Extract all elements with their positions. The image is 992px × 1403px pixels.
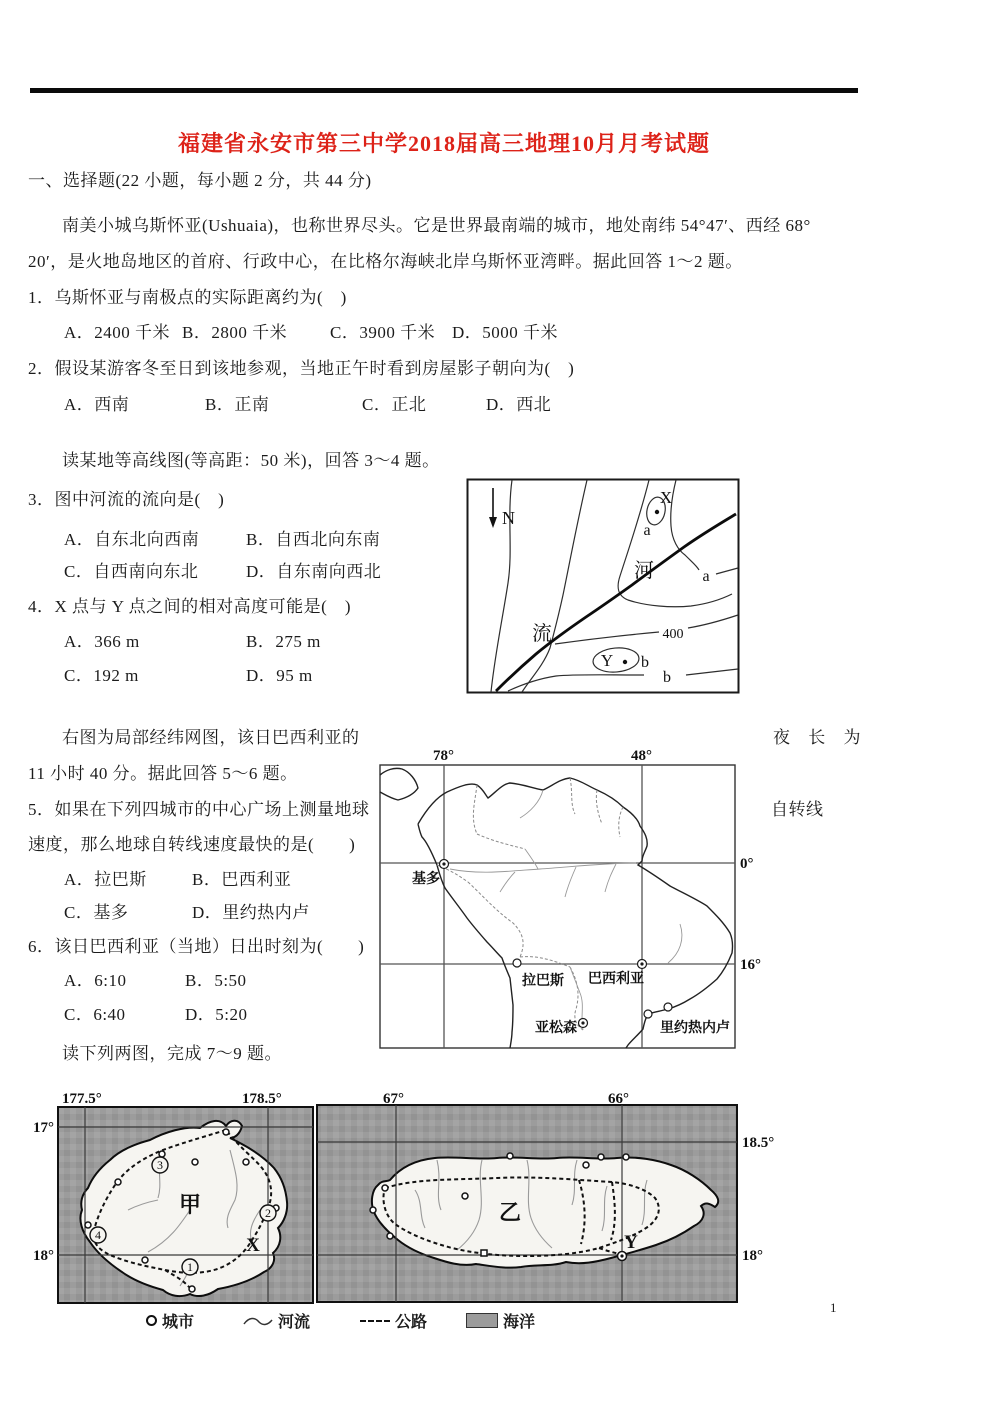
q2-option-c: C．正北	[362, 395, 427, 414]
legend-river	[243, 1309, 310, 1332]
marker-4: 4	[95, 1228, 101, 1242]
q3-option-a: A．自东北向西南	[64, 530, 200, 549]
contour-b-outer-label: b	[663, 669, 671, 686]
marker-3: 3	[157, 1158, 163, 1172]
legend-city	[146, 1309, 194, 1332]
q5-option-b: B．巴西利亚	[192, 870, 292, 889]
para56-line2: 11 小时 40 分。据此回答 5～6 题。	[28, 764, 298, 783]
contour-a-outer-label: a	[702, 568, 710, 585]
river-char-2: 流	[532, 623, 552, 645]
legend-river-label: 河流	[278, 1314, 311, 1331]
intro12-line1: 南美小城乌斯怀亚(Ushuaia)，也称世界尽头。它是世界最南端的城市，地处南纬 54°47′、西经 68°	[62, 216, 811, 235]
page-number: 1	[830, 1300, 837, 1315]
south-america-map	[378, 742, 782, 1054]
q3-stem: 3．图中河流的流向是( )	[28, 490, 225, 509]
page-title: 福建省永安市第三中学2018届高三地理10月月考试题	[177, 131, 710, 156]
q4-stem: 4．X 点与 Y 点之间的相对高度可能是( )	[28, 597, 351, 616]
q4-option-d: D．95 m	[246, 666, 313, 685]
lead-q79: 读下列两图，完成 7～9 题。	[62, 1044, 282, 1063]
q1-option-b: B．2800 千米	[182, 323, 288, 342]
q3-option-c: C．自西南向东北	[64, 562, 199, 581]
q6-option-a: A．6:10	[64, 971, 127, 990]
para56-line1-left: 右图为局部经纬网图，该日巴西利亚的	[62, 728, 360, 747]
legend-road-label: 公路	[395, 1314, 428, 1331]
q5-stem-line1: 5．如果在下列四城市的中心广场上测量地球	[28, 800, 370, 819]
sa-lat-16-label: 16°	[740, 957, 761, 973]
river-char-1: 河	[634, 560, 654, 582]
q2-stem: 2．假设某游客冬至日到该地参观，当地正午时看到房屋影子朝向为( )	[28, 359, 575, 378]
north-label: N	[502, 508, 515, 528]
map-b-y-label: Y	[624, 1232, 638, 1253]
q5-stem-wrap: 自转线	[771, 800, 824, 819]
q1-option-c: C．3900 千米	[330, 323, 436, 342]
map-a-x-label: X	[246, 1235, 260, 1256]
top-rule	[30, 88, 858, 93]
q4-option-b: B．275 m	[246, 632, 321, 651]
lapaz-label: 拉巴斯	[522, 974, 564, 989]
sa-lon-48-label: 48°	[631, 748, 652, 764]
point-x-dot	[655, 510, 659, 514]
legend-ocean-label: 海洋	[503, 1314, 536, 1331]
q5-option-c: C．基多	[64, 903, 129, 922]
contour-a-inner-label: a	[643, 522, 651, 539]
sa-map-frame	[380, 765, 735, 1048]
asuncion-label: 亚松森	[535, 1021, 577, 1036]
lead-q34: 读某地等高线图(等高距：50 米)，回答 3～4 题。	[62, 451, 440, 470]
map-b-island-label: 乙	[498, 1200, 522, 1225]
y-point-label: Y	[600, 651, 614, 670]
point-y-dot	[623, 660, 627, 664]
river-icon	[243, 1315, 273, 1327]
q2-option-b: B．正南	[205, 395, 270, 414]
contour-map-figure	[466, 478, 740, 694]
q5-stem-line2: 速度，那么地球自转线速度最快的是( )	[28, 835, 356, 854]
map-b-lat-top: 18.5°	[742, 1135, 775, 1151]
q6-option-b: B．5:50	[185, 971, 247, 990]
x-point-label: X	[659, 488, 673, 507]
intro12-line2: 20′，是火地岛地区的首府、行政中心，在比格尔海峡北岸乌斯怀亚湾畔。据此回答 1～2 题。	[28, 252, 743, 271]
legend-ocean	[466, 1309, 535, 1332]
q2-option-d: D．西北	[486, 395, 552, 414]
q3-option-b: B．自西北向东南	[246, 530, 381, 549]
q4-option-a: A．366 m	[64, 632, 140, 651]
map-b-lon-right: 66°	[608, 1091, 629, 1107]
legend-city-label: 城市	[162, 1314, 195, 1331]
map-b-lon-left: 67°	[383, 1091, 404, 1107]
q4-option-c: C．192 m	[64, 666, 139, 685]
q5-option-a: A．拉巴斯	[64, 870, 147, 889]
marker-1: 1	[187, 1260, 193, 1274]
map-a-lon-right: 178.5°	[242, 1091, 282, 1107]
q5-option-d: D．里约热内卢	[192, 903, 310, 922]
lapaz-marker	[513, 959, 521, 967]
rio-marker-2	[664, 1003, 672, 1011]
map-a-lat-bottom: 18°	[33, 1248, 54, 1264]
q1-stem: 1．乌斯怀亚与南极点的实际距离约为( )	[28, 288, 347, 307]
contour-value-label: 400	[662, 627, 684, 642]
marker-2: 2	[265, 1206, 271, 1220]
map-a-lat-top: 17°	[33, 1120, 54, 1136]
section-heading: 一、选择题(22 小题，每小题 2 分，共 44 分)	[28, 171, 372, 190]
q6-stem: 6．该日巴西利亚（当地）日出时刻为( )	[28, 937, 365, 956]
q1-option-a: A．2400 千米	[64, 323, 171, 342]
contour-b-inner-label: b	[641, 654, 649, 671]
q1-option-d: D．5000 千米	[452, 323, 559, 342]
ocean-icon	[466, 1313, 498, 1328]
q6-option-d: D．5:20	[185, 1005, 248, 1024]
q2-option-a: A．西南	[64, 395, 130, 414]
rio-marker	[644, 1010, 652, 1018]
brasilia-label: 巴西利亚	[588, 972, 644, 987]
quito-label: 基多	[412, 872, 440, 887]
q6-option-c: C．6:40	[64, 1005, 126, 1024]
road-icon	[360, 1320, 390, 1322]
para56-line1-right: 夜 长 为	[773, 728, 868, 747]
island-map-b	[315, 1090, 783, 1318]
city-icon	[146, 1315, 157, 1326]
q3-option-d: D．自东南向西北	[246, 562, 382, 581]
map-a-island-label: 甲	[178, 1192, 202, 1217]
island-map-a	[28, 1090, 330, 1318]
map-b-lat-bottom: 18°	[742, 1248, 763, 1264]
rio-label: 里约热内卢	[660, 1021, 730, 1036]
sa-lon-78-label: 78°	[433, 748, 454, 764]
sa-lat-0-label: 0°	[740, 856, 754, 872]
map-a-lon-left: 177.5°	[62, 1091, 102, 1107]
legend-road	[360, 1309, 427, 1332]
